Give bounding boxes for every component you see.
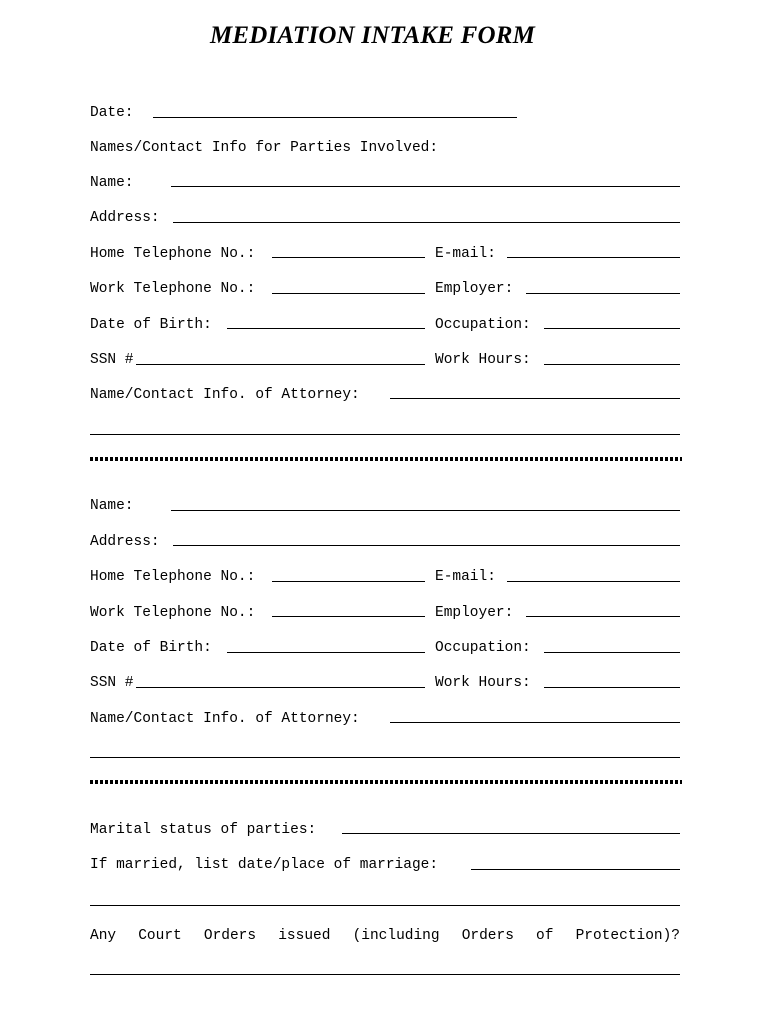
marital-status-label: Marital status of parties: bbox=[90, 822, 317, 838]
party1-address-label: Address: bbox=[90, 210, 160, 226]
party1-home-phone-field[interactable] bbox=[272, 257, 425, 258]
party2-name-label: Name: bbox=[90, 498, 134, 514]
party2-work-phone-field[interactable] bbox=[272, 616, 425, 617]
party2-work-hours-label: Work Hours: bbox=[435, 675, 531, 691]
party1-occupation-label: Occupation: bbox=[435, 317, 531, 333]
section-divider bbox=[90, 780, 682, 784]
party2-employer-label: Employer: bbox=[435, 605, 514, 621]
form-title: MEDIATION INTAKE FORM bbox=[209, 22, 536, 49]
date-field[interactable] bbox=[153, 117, 517, 118]
party2-address-label: Address: bbox=[90, 534, 160, 550]
marriage-date-place-field-line2[interactable] bbox=[90, 905, 680, 906]
party2-home-phone-label: Home Telephone No.: bbox=[90, 569, 256, 585]
party1-dob-label: Date of Birth: bbox=[90, 317, 212, 333]
section-divider bbox=[90, 457, 682, 461]
marital-status-field[interactable] bbox=[342, 833, 680, 834]
court-orders-field[interactable] bbox=[90, 974, 680, 975]
party1-name-label: Name: bbox=[90, 175, 134, 191]
party1-address-field[interactable] bbox=[173, 222, 680, 223]
party2-employer-field[interactable] bbox=[526, 616, 680, 617]
party2-email-field[interactable] bbox=[507, 581, 680, 582]
court-orders-word: Court bbox=[138, 928, 182, 944]
party1-dob-field[interactable] bbox=[227, 328, 425, 329]
party1-name-field[interactable] bbox=[171, 186, 680, 187]
party2-work-hours-field[interactable] bbox=[544, 687, 680, 688]
party2-email-label: E-mail: bbox=[435, 569, 496, 585]
party1-home-phone-label: Home Telephone No.: bbox=[90, 246, 256, 262]
party2-occupation-label: Occupation: bbox=[435, 640, 531, 656]
party1-ssn-field[interactable] bbox=[136, 364, 425, 365]
party2-work-phone-label: Work Telephone No.: bbox=[90, 605, 256, 621]
party1-occupation-field[interactable] bbox=[544, 328, 680, 329]
marriage-date-place-field[interactable] bbox=[471, 869, 680, 870]
marriage-date-place-label: If married, list date/place of marriage: bbox=[90, 857, 439, 873]
court-orders-word: Orders bbox=[203, 928, 257, 944]
party1-email-field[interactable] bbox=[507, 257, 680, 258]
date-label: Date: bbox=[90, 105, 134, 121]
party1-email-label: E-mail: bbox=[435, 246, 496, 262]
party1-attorney-field[interactable] bbox=[390, 398, 680, 399]
court-orders-word: Protection)? bbox=[575, 928, 680, 944]
court-orders-word: issued bbox=[278, 928, 331, 944]
court-orders-word: of bbox=[536, 928, 554, 944]
party2-attorney-field-line2[interactable] bbox=[90, 757, 680, 758]
party2-home-phone-field[interactable] bbox=[272, 581, 425, 582]
court-orders-question bbox=[90, 927, 680, 945]
court-orders-word: Orders bbox=[461, 928, 514, 944]
party2-address-field[interactable] bbox=[173, 545, 680, 546]
court-orders-word: (including bbox=[352, 928, 440, 944]
party2-name-field[interactable] bbox=[171, 510, 680, 511]
party2-dob-field[interactable] bbox=[227, 652, 425, 653]
party1-employer-field[interactable] bbox=[526, 293, 680, 294]
court-orders-word: Any bbox=[90, 928, 117, 944]
party1-work-hours-field[interactable] bbox=[544, 364, 680, 365]
party2-ssn-label: SSN # bbox=[90, 675, 134, 691]
party2-ssn-field[interactable] bbox=[136, 687, 425, 688]
party1-work-phone-label: Work Telephone No.: bbox=[90, 281, 256, 297]
party1-employer-label: Employer: bbox=[435, 281, 514, 297]
party2-occupation-field[interactable] bbox=[544, 652, 680, 653]
party2-dob-label: Date of Birth: bbox=[90, 640, 212, 656]
party2-attorney-label: Name/Contact Info. of Attorney: bbox=[90, 711, 360, 727]
party2-attorney-field[interactable] bbox=[390, 722, 680, 723]
party1-attorney-field-line2[interactable] bbox=[90, 434, 680, 435]
party1-ssn-label: SSN # bbox=[90, 352, 134, 368]
parties-heading: Names/Contact Info for Parties Involved: bbox=[90, 140, 439, 156]
party1-attorney-label: Name/Contact Info. of Attorney: bbox=[90, 387, 360, 403]
party1-work-hours-label: Work Hours: bbox=[435, 352, 531, 368]
party1-work-phone-field[interactable] bbox=[272, 293, 425, 294]
